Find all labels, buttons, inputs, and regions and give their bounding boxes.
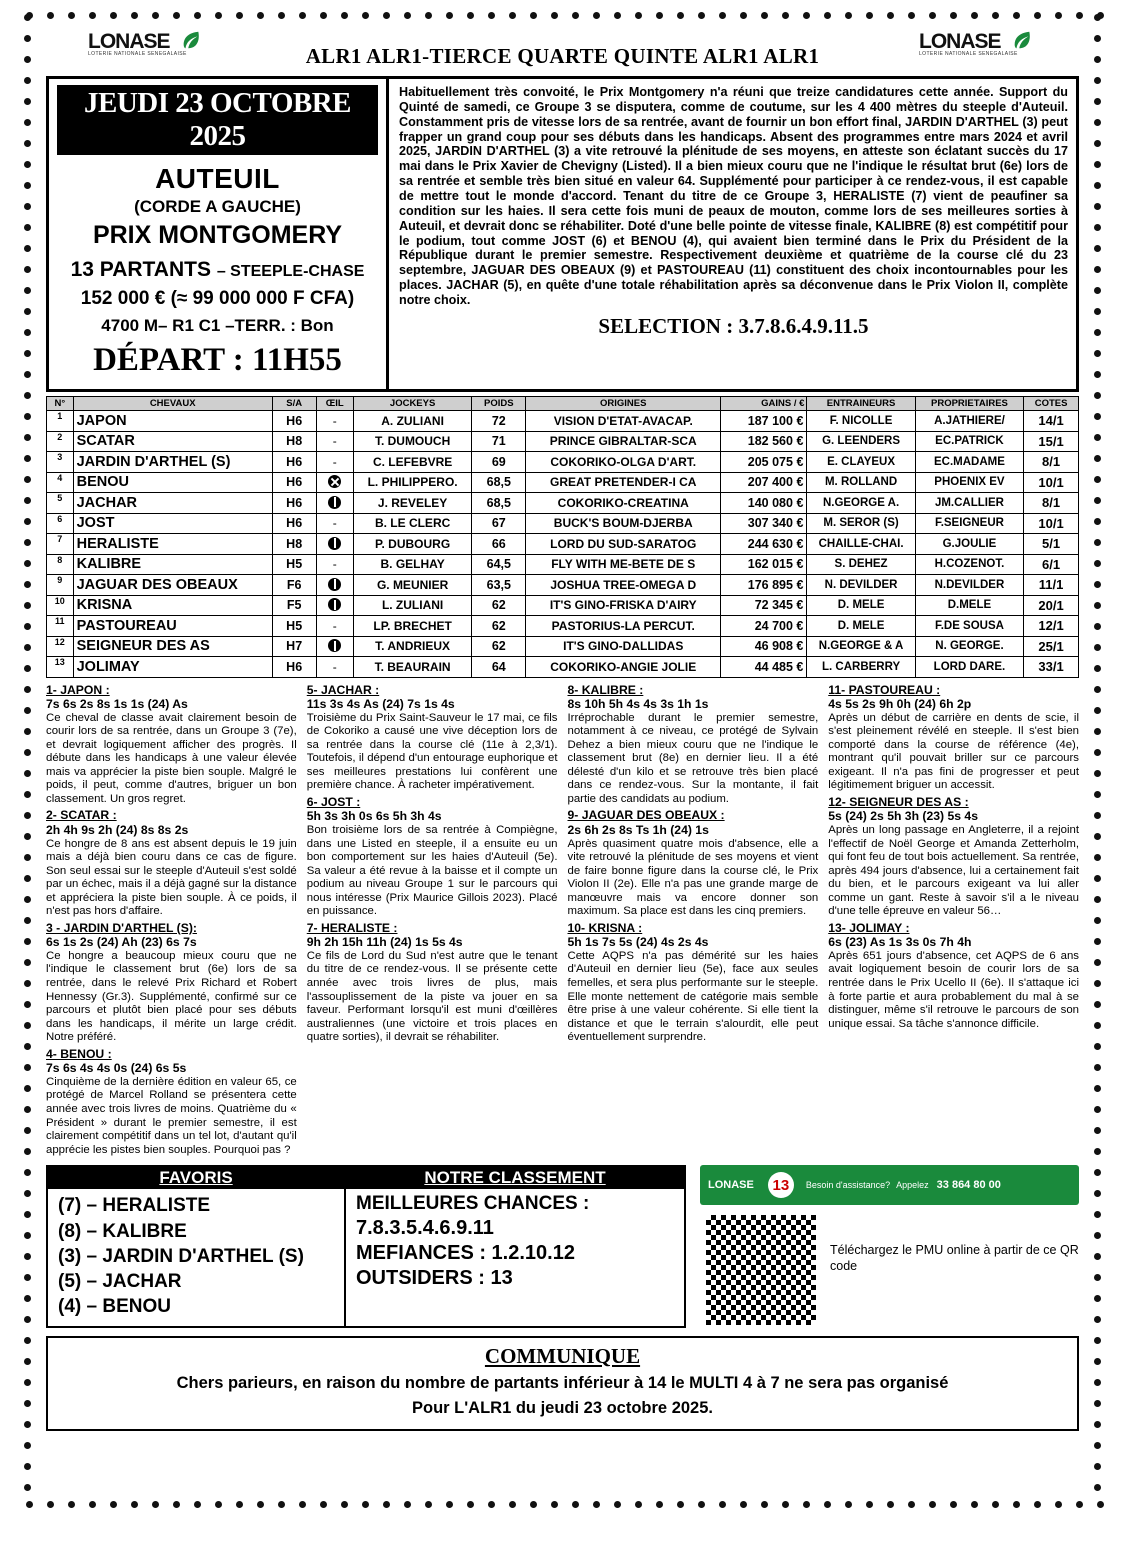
comment-form: 2h 4h 9s 2h (24) 8s 8s 2s bbox=[46, 822, 189, 837]
synthese-text: Habituellement très convoité, le Prix Montgomery n'a réuni que treize candidatures cette année. Support du Quinté de samedi, ce Groupe 3 se disputera, comme de coutume, sur les 4 400 mètres du steeple d'Auteuil. Constamment pris de vitesse lors de sa rentrée, avant de fournir un bon effort final, JARDIN D'ARTHEL (3) peut frapper un grand coup pour ses débuts dans les handicaps. Absent des programmes entre mars 2024 et avril 2025, JARDIN D'ARTHEL (3) a vite retrouvé la plénitude de ses moyens, en atteste son éclatant succès du 17 mai dans le Prix Xavier de Chevigny (Listed). Il a bien mieux couru que ne l'indique le résultat brut (6e) lors de sa rentrée et semble très bien situé en valeur 64. Supplémenté pour participer à ce rendez-vous, il est capable de mettre tout le monde d'accord. Tenant du titre de ce Groupe 3, HERALISTE (7) vient de peaufiner sa condition sur les haies. Il sera cette fois muni de peaux de mouton, comme lors de ses meilleures sorties à Auteuil, et devrait donc se réhabiliter. Doté d'une belle pointe de vitesse finale, KALIBRE (8) est compétitif pour le podium, tout comme JOST (6) et BENOU (4), qui avaient bien terminé dans le Prix du Président de la République durant le premier semestre. Respectivement deuxième et quatrième de la course clé du 23 septembre, JAGUAR DES OBEAUX (9) et PASTOUREAU (11) constituent des choix incontournables pour les places. JACHAR (5), en quête d'une totale réhabilitation après sa déconvenue dans le Prix Violon II, complète notre choix. bbox=[399, 85, 1068, 308]
race-allocation: 152 000 € (≈ 99 000 000 F CFA) bbox=[80, 288, 355, 309]
cell-jockey: T. ANDRIEUX bbox=[353, 636, 471, 657]
cell-horse: KRISNA bbox=[73, 595, 272, 616]
race-track: AUTEUIL bbox=[155, 163, 280, 194]
runners-table-body bbox=[47, 411, 1079, 678]
promo-assist-2: Appelez bbox=[896, 1180, 929, 1191]
logo-left-text: LONASE bbox=[88, 30, 170, 53]
logo-left-sub: LOTERIE NATIONALE SENEGALAISE bbox=[88, 51, 187, 57]
cell-oeil bbox=[316, 493, 353, 514]
cell-gains: 244 630 € bbox=[721, 534, 807, 555]
comments-column-3 bbox=[568, 683, 819, 1160]
communique-line-2: Pour L'ALR1 du jeudi 23 octobre 2025. bbox=[412, 1399, 713, 1418]
cell-entraineur: CHAILLE-CHAI. bbox=[807, 534, 915, 555]
cell-origine: PASTORIUS-LA PERCUT. bbox=[526, 616, 721, 637]
blinkers-x-icon bbox=[328, 475, 341, 488]
cell-entraineur: M. SEROR (S) bbox=[807, 513, 915, 534]
cell-cote: 25/1 bbox=[1024, 636, 1079, 657]
table-row[interactable] bbox=[47, 595, 1079, 616]
logo-right bbox=[919, 30, 1059, 70]
race-distance: 4700 M– R1 C1 –TERR. : Bon bbox=[101, 316, 334, 335]
cell-poids: 71 bbox=[472, 431, 526, 452]
col-header-9: PROPRIETAIRES bbox=[915, 397, 1023, 411]
cell-poids: 69 bbox=[472, 452, 526, 473]
table-row[interactable] bbox=[47, 472, 1079, 493]
col-header-6: ORIGINES bbox=[526, 397, 721, 411]
cell-gains: 24 700 € bbox=[721, 616, 807, 637]
logo-right-text: LONASE bbox=[919, 30, 1001, 53]
blinkers-icon bbox=[328, 578, 341, 591]
cell-jockey: T. DUMOUCH bbox=[353, 431, 471, 452]
cell-jockey: P. DUBOURG bbox=[353, 534, 471, 555]
favoris-title: FAVORIS bbox=[48, 1167, 344, 1189]
comment-text: Bon troisième lors de sa rentrée à Compiègne, dans une Listed en steeple, il a ensuite eu un bon comportement sur les haies d'Auteuil (5e). Sa valeur a été revue à la baisse et il compte un podium au niveau Groupe 1 sur le parcours qui nous intéresse (Prix Maurice Gillois 2023). Placé en puissance. bbox=[306, 823, 558, 918]
classement-box bbox=[346, 1165, 686, 1327]
cell-gains: 162 015 € bbox=[721, 554, 807, 575]
cell-oeil: - bbox=[316, 616, 353, 637]
cell-proprietaire: A.JATHIERE/ bbox=[915, 411, 1023, 432]
cell-gains: 205 075 € bbox=[721, 452, 807, 473]
cell-origine: FLY WITH ME-BETE DE S bbox=[526, 554, 721, 575]
cell-poids: 64 bbox=[472, 657, 526, 678]
cell-num: 3 bbox=[47, 452, 74, 473]
cell-poids: 63,5 bbox=[472, 575, 526, 596]
cell-proprietaire: D.MELE bbox=[915, 595, 1023, 616]
table-row[interactable] bbox=[47, 431, 1079, 452]
cell-origine: COKORIKO-CREATINA bbox=[526, 493, 721, 514]
cell-sa: H8 bbox=[272, 534, 316, 555]
cell-origine: LORD DU SUD-SARATOG bbox=[526, 534, 721, 555]
cell-oeil: - bbox=[316, 411, 353, 432]
cell-horse: JAPON bbox=[73, 411, 272, 432]
cell-cote: 10/1 bbox=[1024, 472, 1079, 493]
cell-jockey: A. ZULIANI bbox=[353, 411, 471, 432]
cell-jockey: C. LEFEBVRE bbox=[353, 452, 471, 473]
race-type: – STEEPLE-CHASE bbox=[216, 263, 365, 280]
mefiances: MEFIANCES : 1.2.10.12 bbox=[356, 1242, 575, 1265]
cell-num: 12 bbox=[47, 636, 74, 657]
cell-proprietaire: F.DE SOUSA bbox=[915, 616, 1023, 637]
cell-sa: H6 bbox=[272, 513, 316, 534]
selection-line: SELECTION : 3.7.8.6.4.9.11.5 bbox=[598, 313, 869, 338]
comment-form: 8s 10h 5h 4s 4s 3s 1h 1s bbox=[567, 697, 709, 712]
comment-title: 7- HERALISTE : bbox=[306, 920, 398, 935]
qr-caption: Téléchargez le PMU online à partir de ce QR code bbox=[830, 1243, 1079, 1273]
col-header-1: CHEVAUX bbox=[73, 397, 272, 411]
sheet-content bbox=[46, 28, 1079, 1480]
comment-form: 7s 6s 2s 8s 1s 1s (24) As bbox=[46, 697, 188, 712]
cell-gains: 44 485 € bbox=[721, 657, 807, 678]
race-corde: (CORDE A GAUCHE) bbox=[134, 197, 301, 216]
cell-num: 10 bbox=[47, 595, 74, 616]
logo-right-sub: LOTERIE NATIONALE SENEGALAISE bbox=[919, 51, 1018, 57]
cell-jockey: B. GELHAY bbox=[353, 554, 471, 575]
comment-form: 9h 2h 15h 11h (24) 1s 5s 4s bbox=[306, 935, 463, 950]
comment-text: Ce hongre de 8 ans est absent depuis le 19 juin mais a déjà bien couru dans ce cas de figure. Son seul essai sur le steeple d'Auteuil s'est soldé par un échec, mais il a déjà gagné sur la distance et appréciera la piste bien souple. À ce poids, il n'est pas hors d'affaire. bbox=[46, 837, 297, 918]
col-header-4: JOCKEYS bbox=[353, 397, 471, 411]
comment-title: 1- JAPON : bbox=[46, 682, 110, 697]
cell-jockey: L. PHILIPPERO. bbox=[353, 472, 471, 493]
table-row[interactable] bbox=[47, 513, 1079, 534]
comment-form: 5h 3s 3h 0s 6s 5h 3h 4s bbox=[306, 809, 442, 824]
top-strip bbox=[46, 28, 1079, 76]
cell-sa: H6 bbox=[272, 472, 316, 493]
promo-number: 13 bbox=[768, 1172, 794, 1198]
cell-gains: 176 895 € bbox=[721, 575, 807, 596]
col-header-3: ŒIL bbox=[316, 397, 353, 411]
outsiders: OUTSIDERS : 13 bbox=[356, 1267, 513, 1290]
cell-proprietaire: EC.MADAME bbox=[915, 452, 1023, 473]
cell-sa: H6 bbox=[272, 452, 316, 473]
cell-horse: JARDIN D'ARTHEL (S) bbox=[73, 452, 272, 473]
cell-horse: SEIGNEUR DES AS bbox=[73, 636, 272, 657]
cell-horse: JOST bbox=[73, 513, 272, 534]
meilleures-label: MEILLEURES CHANCES : bbox=[356, 1193, 590, 1215]
comment-text: Ce fils de Lord du Sud n'est autre que le tenant du titre de ce rendez-vous. Il se présente cette année avec trois livres de plus, mais l'assouplissement de la piste va jouer en sa faveur. Performant lorsqu'il est muni d'œillères australiennes (une victoire et trois places en quatre sorties), il devrait se réhabiliter. bbox=[306, 949, 558, 1044]
blinkers-icon bbox=[328, 496, 341, 509]
cell-gains: 72 345 € bbox=[721, 595, 807, 616]
comments-section bbox=[46, 683, 1079, 1160]
comment-title: 4- BENOU : bbox=[46, 1046, 112, 1061]
cell-poids: 68,5 bbox=[472, 472, 526, 493]
comment-title: 2- SCATAR : bbox=[46, 808, 117, 823]
cell-poids: 72 bbox=[472, 411, 526, 432]
cell-gains: 207 400 € bbox=[721, 472, 807, 493]
table-row[interactable] bbox=[47, 452, 1079, 473]
cell-proprietaire: PHOENIX EV bbox=[915, 472, 1023, 493]
cell-oeil: - bbox=[316, 657, 353, 678]
cell-oeil bbox=[316, 575, 353, 596]
cell-num: 9 bbox=[47, 575, 74, 596]
meilleures-value: 7.8.3.5.4.6.9.11 bbox=[356, 1217, 494, 1240]
cell-entraineur: G. LEENDERS bbox=[807, 431, 915, 452]
race-header-box bbox=[46, 76, 1079, 392]
cell-entraineur: N.GEORGE A. bbox=[807, 493, 915, 514]
favori-item: (5) – JACHAR bbox=[58, 1271, 182, 1293]
cell-cote: 33/1 bbox=[1024, 657, 1079, 678]
cell-jockey: B. LE CLERC bbox=[353, 513, 471, 534]
cell-gains: 307 340 € bbox=[721, 513, 807, 534]
qr-code[interactable] bbox=[706, 1215, 816, 1325]
cell-proprietaire: LORD DARE. bbox=[915, 657, 1023, 678]
runners-table bbox=[46, 396, 1079, 678]
table-row[interactable] bbox=[47, 534, 1079, 555]
race-sheet bbox=[22, 10, 1103, 1510]
comment-text: Ce hongre a beaucoup mieux couru que ne l'indique le classement brut (6e) lors de sa rentrée, dans le relevé Prix Richard et Robert Hennessy (Gr.3). Supplémenté, confirmé sur ce parcours et plutôt bien placé pour ses débuts dans les handicaps, il mérite un large crédit. Notre préféré. bbox=[46, 949, 297, 1044]
cell-sa: H5 bbox=[272, 554, 316, 575]
communique-line-1: Chers parieurs, en raison du nombre de partants inférieur à 14 le MULTI 4 à 7 ne sera pas organisé bbox=[176, 1373, 949, 1392]
cell-entraineur: S. DEHEZ bbox=[807, 554, 915, 575]
cell-cote: 5/1 bbox=[1024, 534, 1079, 555]
favori-item: (3) – JARDIN D'ARTHEL (S) bbox=[58, 1245, 304, 1267]
table-row[interactable] bbox=[47, 616, 1079, 637]
cell-horse: KALIBRE bbox=[73, 554, 272, 575]
col-header-7: GAINS / € bbox=[721, 397, 807, 411]
promo-brand: LONASE bbox=[708, 1179, 754, 1192]
promo-phone: 33 864 80 00 bbox=[936, 1179, 1001, 1192]
cell-cote: 10/1 bbox=[1024, 513, 1079, 534]
comment-text: Ce cheval de classe avait clairement besoin de courir lors de sa rentrée, dans un Groupe 3 (7e), et devrait logiquement afficher des progrès. Il débute dans les handicaps à une valeur élevée mais va apprécier la piste bien souple. Malgré le poids, il peut, comme d'autres, briguer un bon classement. Un gros regret. bbox=[46, 711, 297, 805]
cell-sa: H5 bbox=[272, 616, 316, 637]
cell-sa: H6 bbox=[272, 657, 316, 678]
comment-text: Après 651 jours d'absence, cet AQPS de 6 ans avait logiquement besoin de courir lors de sa rentrée dans le Prix Ucello II (6e). Il s'attaque ici à forte partie et aura probablement du mal à se distinguer, même s'il retrouve le parcours de son unique essai. Sa tâche s'annonce difficile. bbox=[828, 949, 1079, 1030]
cell-sa: H6 bbox=[272, 411, 316, 432]
cell-cote: 8/1 bbox=[1024, 452, 1079, 473]
comment-title: 10- KRISNA : bbox=[567, 920, 643, 935]
comment-text: Après un long passage en Angleterre, il a rejoint l'effectif de Noël George et Amanda Zetterholm, qui font feu de tout bois actuellement. Sa rentrée, après 494 jours d'absence, lui a certainement fait du bien, et le parcours exigeant va lui aller comme un gant. Reste à savoir s'il a le niveau d'une telle épreuve en valeur 56… bbox=[828, 823, 1079, 918]
cell-cote: 15/1 bbox=[1024, 431, 1079, 452]
race-date: JEUDI 23 OCTOBRE 2025 bbox=[57, 85, 378, 155]
blinkers-icon bbox=[328, 598, 341, 611]
table-row[interactable] bbox=[47, 411, 1079, 432]
classement-body bbox=[346, 1189, 684, 1296]
cell-num: 1 bbox=[47, 411, 74, 432]
comment-text: Après un début de carrière en dents de scie, il s'est pleinement révélé en steeple. Il s'est bien comporté dans la course de référence (4e), montrant qu'il pouvait briller sur ce parcours exigeant. Il n'a pas fini de progresser et peut légitimement briguer un accessit. bbox=[828, 711, 1079, 792]
cell-num: 7 bbox=[47, 534, 74, 555]
cell-oeil bbox=[316, 636, 353, 657]
comment-title: 9- JAGUAR DES OBEAUX : bbox=[567, 808, 725, 823]
cell-gains: 187 100 € bbox=[721, 411, 807, 432]
cell-origine: COKORIKO-ANGIE JOLIE bbox=[526, 657, 721, 678]
comment-title: 11- PASTOUREAU : bbox=[828, 682, 941, 697]
runners-table-header bbox=[47, 397, 1079, 411]
comment-text: Cinquième de la dernière édition en valeur 65, ce protégé de Marcel Rolland se présentera cette année avec trois livres de moins. Quatrième du « Président » durant le premier semestre, il est clairement compétitif dans un tel lot, d'autant qu'il apprécie les pistes bien souples. Pourquoi pas ? bbox=[46, 1075, 297, 1156]
comment-text: Irréprochable durant le premier semestre, notamment à ce niveau, ce protégé de Sylvain Dehez a bien mieux couru que ne l'indique le classement brut (8e) en dernier lieu. Il a été délesté d'un kilo et se retrouve très bien placé dans ce rendez-vous. Sur la montante, il fait partie des candidats au podium. bbox=[567, 711, 819, 805]
comments-column-1 bbox=[46, 683, 297, 1160]
comment-text: Troisième du Prix Saint-Sauveur le 17 mai, ce fils de Cokoriko a causé une vive déception lors de sa rentrée dans la course clé (11e à 2,3/1). Toutefois, il dépend d'un entourage euphorique et ses meilleures prestations lui confèrent une première chance. À racheter impérativement. bbox=[306, 711, 558, 792]
race-depart: DÉPART : 11H55 bbox=[93, 342, 342, 378]
communique-box bbox=[46, 1336, 1079, 1432]
cell-cote: 11/1 bbox=[1024, 575, 1079, 596]
cell-sa: H8 bbox=[272, 431, 316, 452]
comment-text: Après quasiment quatre mois d'absence, elle a vite retrouvé la plénitude de ses moyens et vient de faire bonne figure dans la course clé, le Prix Violon II (2e). Elle n'a pas une grande marge de manœuvre mais va encore donner son maximum. Sa place est dans les cinq premiers. bbox=[567, 837, 819, 918]
col-header-5: POIDS bbox=[472, 397, 526, 411]
cell-num: 11 bbox=[47, 616, 74, 637]
cell-num: 4 bbox=[47, 472, 74, 493]
cell-entraineur: L. CARBERRY bbox=[807, 657, 915, 678]
cell-origine: COKORIKO-OLGA D'ART. bbox=[526, 452, 721, 473]
comment-text: Cette AQPS n'a pas démérité sur les haies d'Auteuil en dernier lieu (5e), face aux seules femelles, et sera plus performante sur le steeple. Elle monte nettement de catégorie mais semble être prise à une valeur cohérente. Si elle tient la distance et que le terrain s'alourdit, elle peut éventuellement surprendre. bbox=[567, 949, 819, 1044]
cell-oeil: - bbox=[316, 431, 353, 452]
leaf-icon-right bbox=[1011, 28, 1033, 52]
cell-sa: H6 bbox=[272, 493, 316, 514]
cell-gains: 46 908 € bbox=[721, 636, 807, 657]
cell-origine: PRINCE GIBRALTAR-SCA bbox=[526, 431, 721, 452]
cell-entraineur: N.GEORGE & A bbox=[807, 636, 915, 657]
cell-jockey: J. REVELEY bbox=[353, 493, 471, 514]
cell-poids: 62 bbox=[472, 595, 526, 616]
comment-title: 8- KALIBRE : bbox=[567, 682, 644, 697]
cell-proprietaire: G.JOULIE bbox=[915, 534, 1023, 555]
cell-entraineur: E. CLAYEUX bbox=[807, 452, 915, 473]
col-header-10: COTES bbox=[1024, 397, 1079, 411]
comment-title: 3 - JARDIN D'ARTHEL (S): bbox=[46, 920, 197, 935]
cell-num: 2 bbox=[47, 431, 74, 452]
col-header-8: ENTRAINEURS bbox=[807, 397, 915, 411]
blinkers-icon bbox=[328, 537, 341, 550]
table-row[interactable] bbox=[47, 554, 1079, 575]
promo-panel bbox=[700, 1165, 1079, 1327]
cell-oeil: - bbox=[316, 554, 353, 575]
comment-form: 7s 6s 4s 4s 0s (24) 6s 5s bbox=[46, 1061, 187, 1076]
cell-proprietaire: N.DEVILDER bbox=[915, 575, 1023, 596]
cell-entraineur: F. NICOLLE bbox=[807, 411, 915, 432]
favori-item: (8) – KALIBRE bbox=[58, 1220, 187, 1242]
cell-entraineur: D. MELE bbox=[807, 616, 915, 637]
cell-horse: PASTOUREAU bbox=[73, 616, 272, 637]
table-row[interactable] bbox=[47, 636, 1079, 657]
cell-gains: 182 560 € bbox=[721, 431, 807, 452]
cell-jockey: L. ZULIANI bbox=[353, 595, 471, 616]
cell-num: 13 bbox=[47, 657, 74, 678]
favori-item: (4) – BENOU bbox=[58, 1296, 171, 1318]
race-name: PRIX MONTGOMERY bbox=[92, 221, 343, 249]
table-row[interactable] bbox=[47, 493, 1079, 514]
cell-jockey: T. BEAURAIN bbox=[353, 657, 471, 678]
cell-num: 8 bbox=[47, 554, 74, 575]
cell-entraineur: M. ROLLAND bbox=[807, 472, 915, 493]
cell-poids: 68,5 bbox=[472, 493, 526, 514]
cell-poids: 62 bbox=[472, 636, 526, 657]
promo-assist-1: Besoin d'assistance? bbox=[805, 1179, 891, 1190]
cell-origine: BUCK'S BOUM-DJERBA bbox=[526, 513, 721, 534]
cell-origine: IT'S GINO-FRISKA D'AIRY bbox=[526, 595, 721, 616]
comment-form: 6s (23) As 1s 3s 0s 7h 4h bbox=[828, 935, 972, 950]
cell-proprietaire: N. GEORGE. bbox=[915, 636, 1023, 657]
cell-sa: F5 bbox=[272, 595, 316, 616]
comment-title: 12- SEIGNEUR DES AS : bbox=[828, 794, 969, 809]
comments-column-4 bbox=[828, 683, 1079, 1160]
classement-title: NOTRE CLASSEMENT bbox=[346, 1167, 684, 1189]
promo-banner bbox=[700, 1165, 1079, 1205]
comment-title: 6- JOST : bbox=[306, 794, 361, 809]
banner-title: ALR1 ALR1-TIERCE QUARTE QUINTE ALR1 ALR1 bbox=[305, 44, 820, 68]
cell-poids: 67 bbox=[472, 513, 526, 534]
comment-form: 4s 5s 2s 9h 0h (24) 6h 2p bbox=[828, 697, 972, 712]
favoris-box bbox=[46, 1165, 346, 1327]
cell-poids: 64,5 bbox=[472, 554, 526, 575]
cell-origine: VISION D'ETAT-AVACAP. bbox=[526, 411, 721, 432]
cell-cote: 8/1 bbox=[1024, 493, 1079, 514]
cell-jockey: LP. BRECHET bbox=[353, 616, 471, 637]
comment-form: 5h 1s 7s 5s (24) 4s 2s 4s bbox=[567, 935, 709, 950]
cell-horse: BENOU bbox=[73, 472, 272, 493]
cell-num: 6 bbox=[47, 513, 74, 534]
cell-proprietaire: JM.CALLIER bbox=[915, 493, 1023, 514]
communique-title: COMMUNIQUE bbox=[484, 1343, 641, 1368]
cell-oeil: - bbox=[316, 452, 353, 473]
cell-sa: F6 bbox=[272, 575, 316, 596]
cell-proprietaire: H.COZENOT. bbox=[915, 554, 1023, 575]
cell-origine: GREAT PRETENDER-I CA bbox=[526, 472, 721, 493]
race-partants bbox=[57, 258, 378, 282]
comment-form: 6s 1s 2s (24) Ah (23) 6s 7s bbox=[46, 935, 197, 950]
cell-oeil: - bbox=[316, 513, 353, 534]
cell-entraineur: D. MELE bbox=[807, 595, 915, 616]
cell-jockey: G. MEUNIER bbox=[353, 575, 471, 596]
cell-horse: HERALISTE bbox=[73, 534, 272, 555]
cell-cote: 20/1 bbox=[1024, 595, 1079, 616]
favori-item: (7) – HERALISTE bbox=[58, 1195, 211, 1217]
cell-oeil bbox=[316, 534, 353, 555]
partants-count: 13 PARTANTS bbox=[70, 258, 211, 281]
comment-title: 13- JOLIMAY : bbox=[828, 920, 910, 935]
cell-sa: H7 bbox=[272, 636, 316, 657]
cell-proprietaire: F.SEIGNEUR bbox=[915, 513, 1023, 534]
favoris-list bbox=[48, 1189, 344, 1325]
cell-horse: JACHAR bbox=[73, 493, 272, 514]
cell-oeil bbox=[316, 472, 353, 493]
cell-num: 5 bbox=[47, 493, 74, 514]
cell-entraineur: N. DEVILDER bbox=[807, 575, 915, 596]
cell-proprietaire: EC.PATRICK bbox=[915, 431, 1023, 452]
cell-origine: JOSHUA TREE-OMEGA D bbox=[526, 575, 721, 596]
comment-form: 5s (24) 2s 5h 3h (23) 5s 4s bbox=[828, 809, 978, 824]
comment-title: 5- JACHAR : bbox=[306, 682, 380, 697]
col-header-2: S/A bbox=[272, 397, 316, 411]
cell-origine: IT'S GINO-DALLIDAS bbox=[526, 636, 721, 657]
table-row[interactable] bbox=[47, 657, 1079, 678]
cell-horse: JOLIMAY bbox=[73, 657, 272, 678]
cell-gains: 140 080 € bbox=[721, 493, 807, 514]
cell-poids: 66 bbox=[472, 534, 526, 555]
cell-cote: 14/1 bbox=[1024, 411, 1079, 432]
comments-column-2 bbox=[307, 683, 558, 1160]
cell-cote: 6/1 bbox=[1024, 554, 1079, 575]
comment-form: 2s 6h 2s 8s Ts 1h (24) 1s bbox=[567, 822, 709, 837]
cell-horse: SCATAR bbox=[73, 431, 272, 452]
cell-poids: 62 bbox=[472, 616, 526, 637]
table-row[interactable] bbox=[47, 575, 1079, 596]
cell-horse: JAGUAR DES OBEAUX bbox=[73, 575, 272, 596]
race-info-panel bbox=[49, 79, 389, 389]
bottom-section bbox=[46, 1165, 1079, 1327]
blinkers-icon bbox=[328, 639, 341, 652]
cell-oeil bbox=[316, 595, 353, 616]
col-header-0: N° bbox=[47, 397, 74, 411]
comment-form: 11s 3s 4s As (24) 7s 1s 4s bbox=[306, 697, 455, 712]
synthese-panel bbox=[389, 79, 1076, 389]
cell-cote: 12/1 bbox=[1024, 616, 1079, 637]
